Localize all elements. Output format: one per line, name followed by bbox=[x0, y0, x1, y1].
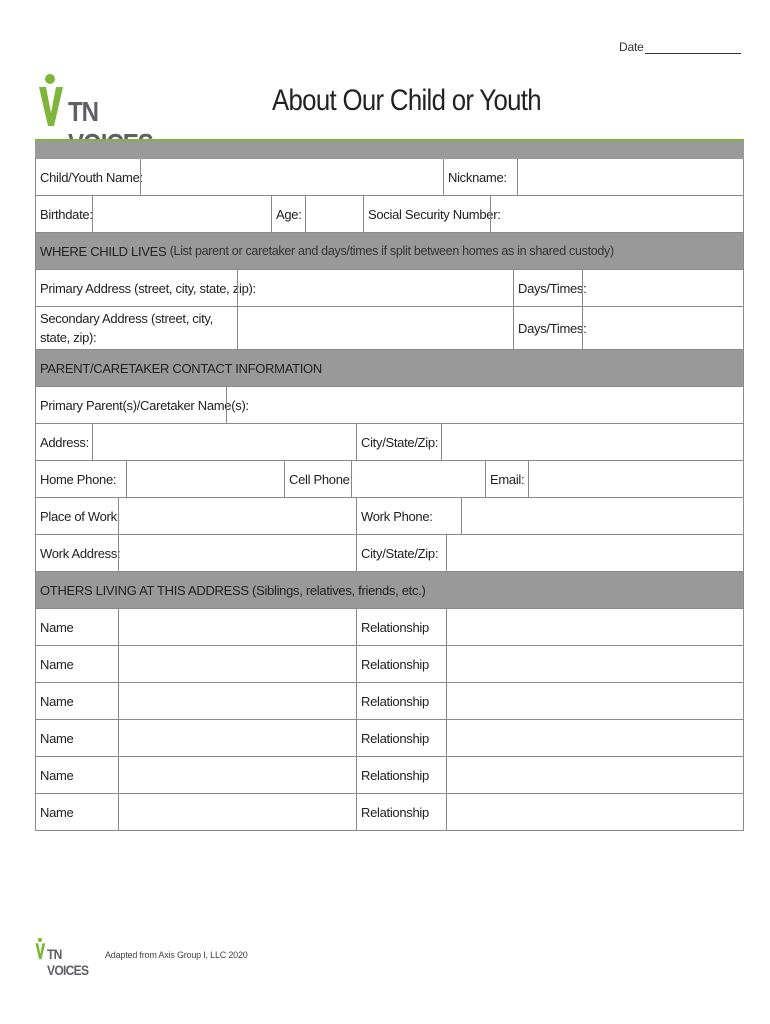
footer-logo-text: TN VOICES bbox=[47, 946, 89, 978]
row-birthdate bbox=[35, 196, 744, 233]
relationship-label-cell bbox=[356, 609, 446, 645]
page-title: About Our Child or Youth bbox=[272, 84, 541, 117]
name-label: Name bbox=[40, 656, 74, 672]
header-bar bbox=[35, 139, 744, 159]
city-state-zip-label: City/State/Zip: bbox=[361, 434, 439, 450]
intake-form bbox=[35, 139, 744, 831]
email-label-cell bbox=[485, 461, 528, 497]
row-child-name bbox=[35, 159, 744, 196]
footer-logo bbox=[35, 935, 105, 978]
home-phone-label-cell bbox=[36, 461, 126, 497]
parent-names-input[interactable] bbox=[226, 387, 743, 423]
relationship-label: Relationship bbox=[361, 656, 429, 672]
work-place-label-cell bbox=[36, 498, 121, 534]
relationship-label-cell bbox=[356, 720, 446, 756]
section-parent-contact bbox=[35, 350, 744, 387]
work-city-state-zip-label: City/State/Zip: bbox=[361, 545, 439, 561]
name-label: Name bbox=[40, 730, 74, 746]
child-name-label: Child/Youth Name: bbox=[40, 169, 143, 185]
secondary-days-times-label: Days/Times: bbox=[518, 320, 587, 336]
row-phones bbox=[35, 461, 744, 498]
work-phone-input[interactable] bbox=[461, 498, 743, 534]
primary-days-times-label: Days/Times: bbox=[518, 280, 587, 296]
name-input[interactable] bbox=[118, 720, 356, 756]
work-address-input[interactable] bbox=[118, 535, 356, 571]
primary-address-label: Primary Address (street, city, state, zip): bbox=[40, 280, 256, 296]
work-address-label-cell bbox=[36, 535, 121, 571]
name-label-cell bbox=[36, 757, 118, 793]
secondary-address-label-cell bbox=[36, 307, 237, 349]
row-parent-names bbox=[35, 387, 744, 424]
relationship-input[interactable] bbox=[446, 757, 743, 793]
age-label: Age: bbox=[276, 206, 302, 222]
where-lives-heading: WHERE CHILD LIVES bbox=[40, 243, 167, 259]
table-row bbox=[35, 609, 744, 646]
primary-days-label-cell bbox=[513, 270, 587, 306]
table-row bbox=[35, 683, 744, 720]
email-label: Email: bbox=[490, 471, 525, 487]
work-phone-label-cell bbox=[356, 498, 461, 534]
ssn-input[interactable] bbox=[490, 196, 743, 232]
where-lives-heading-wrap bbox=[40, 233, 614, 269]
relationship-input[interactable] bbox=[446, 683, 743, 719]
address-input[interactable] bbox=[92, 424, 356, 460]
name-label: Name bbox=[40, 619, 74, 635]
address-label: Address: bbox=[40, 434, 89, 450]
name-label-cell bbox=[36, 609, 118, 645]
row-secondary-address bbox=[35, 307, 744, 350]
cell-phone-input[interactable] bbox=[351, 461, 485, 497]
work-place-input[interactable] bbox=[118, 498, 356, 534]
ssn-label-cell bbox=[363, 196, 501, 232]
name-label: Name bbox=[40, 804, 74, 820]
address-label-cell bbox=[36, 424, 92, 460]
child-name-label-cell bbox=[36, 159, 143, 195]
cell-phone-label: Cell Phone: bbox=[289, 471, 353, 487]
name-input[interactable] bbox=[118, 757, 356, 793]
child-name-input[interactable] bbox=[140, 159, 443, 195]
name-label-cell bbox=[36, 646, 118, 682]
nickname-label-cell bbox=[443, 159, 517, 195]
relationship-input[interactable] bbox=[446, 646, 743, 682]
city-state-zip-input[interactable] bbox=[441, 424, 743, 460]
parent-heading: PARENT/CARETAKER CONTACT INFORMATION bbox=[40, 360, 322, 376]
where-lives-note: (List parent or caretaker and days/times if split between homes as in shared custody) bbox=[169, 244, 614, 258]
relationship-label-cell bbox=[356, 683, 446, 719]
relationship-input[interactable] bbox=[446, 720, 743, 756]
relationship-label: Relationship bbox=[361, 619, 429, 635]
nickname-label: Nickname: bbox=[448, 169, 507, 185]
relationship-input[interactable] bbox=[446, 609, 743, 645]
secondary-days-times-input[interactable] bbox=[582, 307, 743, 349]
name-input[interactable] bbox=[118, 646, 356, 682]
row-primary-address bbox=[35, 270, 744, 307]
name-label-cell bbox=[36, 720, 118, 756]
name-label-cell bbox=[36, 683, 118, 719]
age-label-cell bbox=[271, 196, 305, 232]
relationship-input[interactable] bbox=[446, 794, 743, 830]
work-city-state-zip-input[interactable] bbox=[446, 535, 743, 571]
secondary-address-input[interactable] bbox=[237, 307, 513, 349]
nickname-input[interactable] bbox=[517, 159, 743, 195]
ssn-label: Social Security Number: bbox=[368, 206, 501, 222]
parent-names-label-cell bbox=[36, 387, 249, 423]
birthdate-label: Birthdate: bbox=[40, 206, 93, 222]
name-label: Name bbox=[40, 693, 74, 709]
table-row bbox=[35, 720, 744, 757]
section-others-living bbox=[35, 572, 744, 609]
age-input[interactable] bbox=[305, 196, 363, 232]
work-phone-label: Work Phone: bbox=[361, 508, 433, 524]
work-city-label-cell bbox=[356, 535, 446, 571]
home-phone-label: Home Phone: bbox=[40, 471, 117, 487]
email-input[interactable] bbox=[528, 461, 743, 497]
row-work-address bbox=[35, 535, 744, 572]
name-input[interactable] bbox=[118, 609, 356, 645]
name-label: Name bbox=[40, 767, 74, 783]
section-where-child-lives bbox=[35, 233, 744, 270]
relationship-label-cell bbox=[356, 794, 446, 830]
secondary-address-label: Secondary Address (street, city, state, zip): bbox=[40, 311, 213, 345]
logo-text: TN bbox=[68, 96, 99, 127]
footer-note: Adapted from Axis Group I, LLC 2020 bbox=[105, 950, 248, 960]
relationship-label-cell bbox=[356, 757, 446, 793]
work-place-label: Place of Work: bbox=[40, 508, 121, 524]
others-heading: OTHERS LIVING AT THIS ADDRESS (Siblings, relatives, friends, etc.) bbox=[40, 582, 426, 598]
table-row bbox=[35, 794, 744, 831]
name-input[interactable] bbox=[118, 683, 356, 719]
primary-address-input[interactable] bbox=[237, 270, 513, 306]
birthdate-input[interactable] bbox=[92, 196, 271, 232]
relationship-label: Relationship bbox=[361, 730, 429, 746]
tn-voices-logo-icon bbox=[38, 73, 72, 129]
name-label-cell bbox=[36, 794, 118, 830]
date-field[interactable] bbox=[619, 40, 741, 54]
relationship-label-cell bbox=[356, 646, 446, 682]
row-parent-address bbox=[35, 424, 744, 461]
table-row bbox=[35, 757, 744, 794]
relationship-label: Relationship bbox=[361, 804, 429, 820]
table-row bbox=[35, 646, 744, 683]
birthdate-label-cell bbox=[36, 196, 92, 232]
city-label-cell bbox=[356, 424, 441, 460]
relationship-label: Relationship bbox=[361, 767, 429, 783]
parent-names-label: Primary Parent(s)/Caretaker Name(s): bbox=[40, 397, 249, 413]
home-phone-input[interactable] bbox=[126, 461, 284, 497]
cell-phone-label-cell bbox=[284, 461, 351, 497]
primary-days-times-input[interactable] bbox=[582, 270, 743, 306]
work-address-label: Work Address: bbox=[40, 545, 121, 561]
tn-voices-logo bbox=[38, 73, 188, 129]
row-work-place bbox=[35, 498, 744, 535]
primary-address-label-cell bbox=[36, 270, 256, 306]
date-line bbox=[645, 41, 741, 54]
name-input[interactable] bbox=[118, 794, 356, 830]
relationship-label: Relationship bbox=[361, 693, 429, 709]
date-label: Date bbox=[619, 40, 644, 54]
secondary-days-label-cell bbox=[513, 307, 587, 349]
